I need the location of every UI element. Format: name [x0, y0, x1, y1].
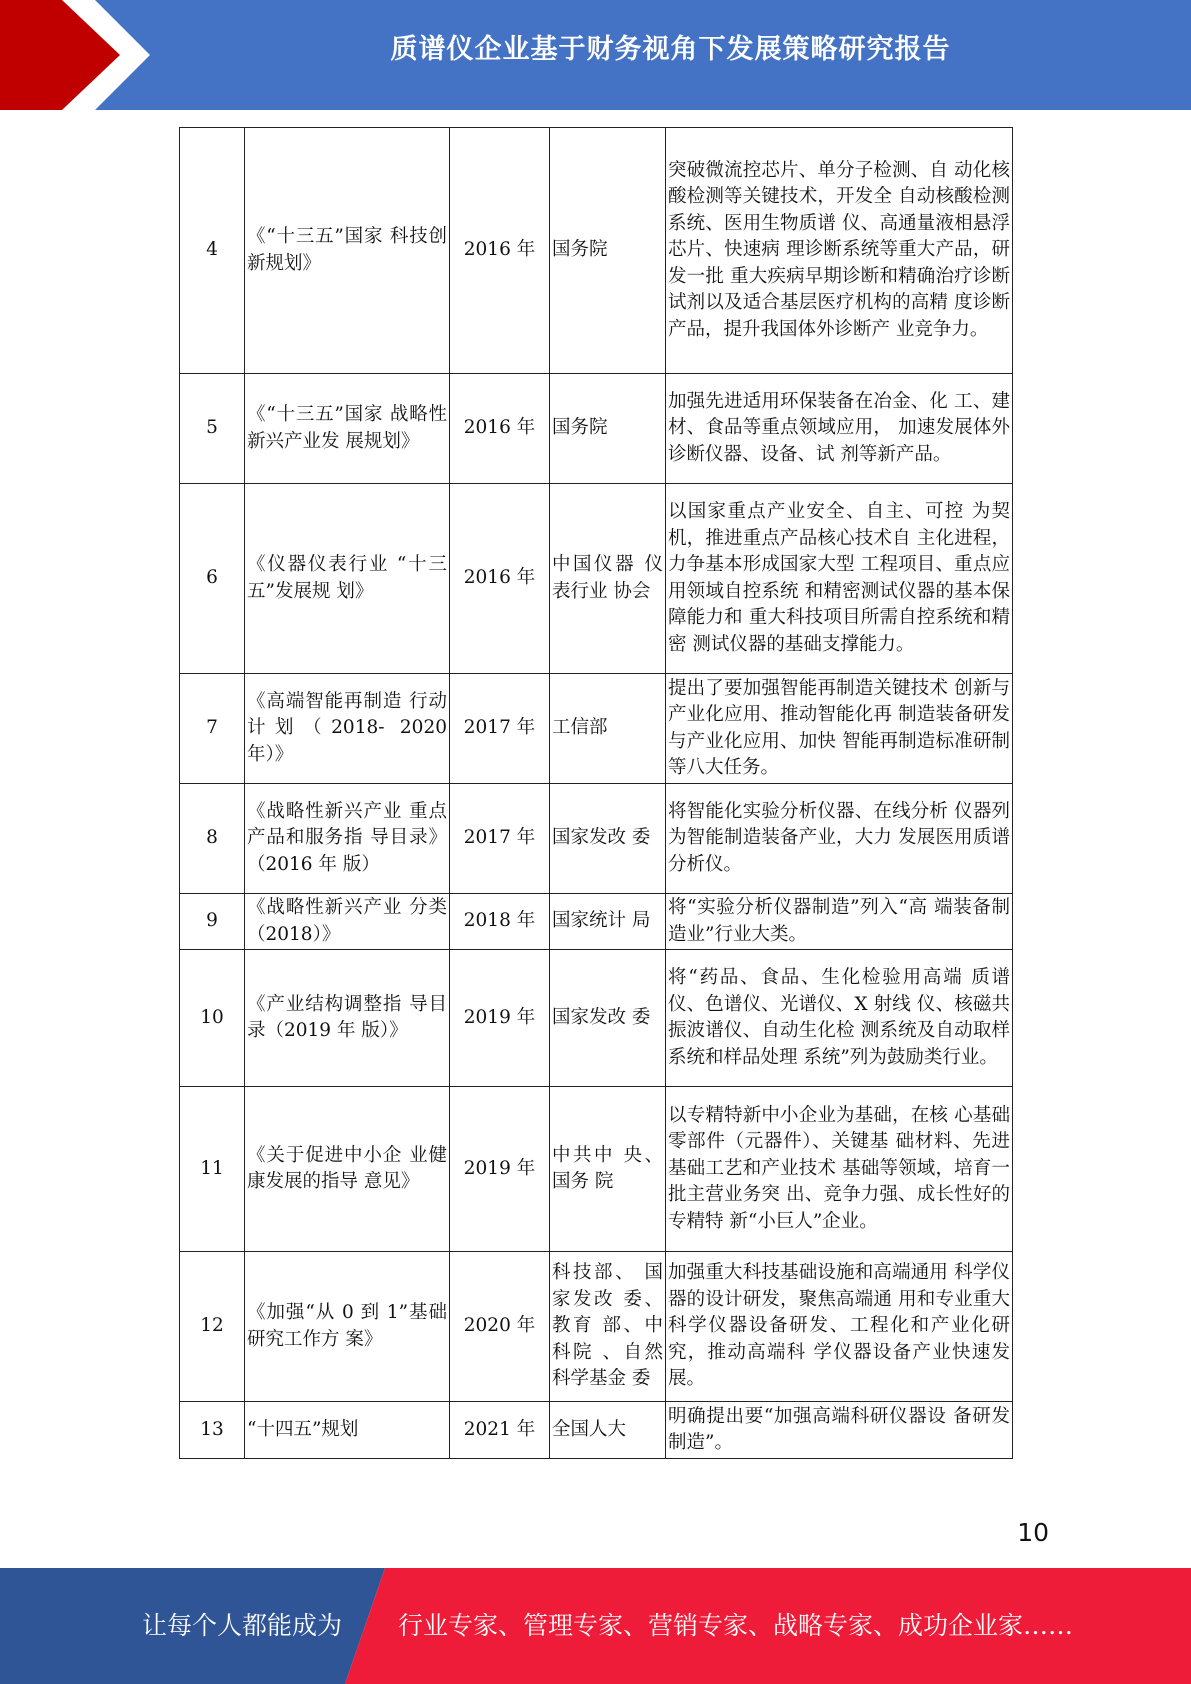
- table-row: [180, 128, 1013, 374]
- policy-document: 《战略性新兴产业 重点产品和服务指 导目录》（2016 年 版）: [245, 784, 450, 894]
- table-row: [180, 1087, 1013, 1252]
- row-number: 10: [180, 950, 245, 1087]
- release-year: 2016 年: [450, 128, 550, 374]
- report-title: 质谱仪企业基于财务视角下发展策略研究报告: [390, 34, 951, 65]
- table-row: [180, 894, 1013, 950]
- policy-document: 《“十三五”国家 科技创新规划》: [245, 128, 450, 374]
- issuing-department: 国家发改 委: [550, 950, 666, 1087]
- policy-document: 《仪器仪表行业 “十三五”发展规 划》: [245, 484, 450, 674]
- policy-content: 以专精特新中小企业为基础，在核 心基础零部件（元器件）、关键基 础材料、先进基础工艺和产业技术 基础等领域，培育一批主营业务突 出、竞争力强、成长性好的专精特 新“小巨人”企业。: [666, 1087, 1013, 1252]
- issuing-department: 科技部、 国家发改 委、教育 部、中科院 、自然科学基金 委: [550, 1252, 666, 1402]
- table-row: [180, 1252, 1013, 1402]
- policy-document: “十四五”规划: [245, 1402, 450, 1459]
- issuing-department: 中国仪器 仪表行业 协会: [550, 484, 666, 674]
- table-row: [180, 784, 1013, 894]
- policy-document: 《关于促进中小企 业健康发展的指导 意见》: [245, 1087, 450, 1252]
- release-year: 2016 年: [450, 374, 550, 484]
- release-year: 2019 年: [450, 1087, 550, 1252]
- policy-document: 《战略性新兴产业 分类（2018）》: [245, 894, 450, 950]
- row-number: 13: [180, 1402, 245, 1459]
- table-row: [180, 374, 1013, 484]
- policy-document: 《加强“从 0 到 1”基础研究工作方 案》: [245, 1252, 450, 1402]
- policy-content: 将“实验分析仪器制造”列入“高 端装备制造业”行业大类。: [666, 894, 1013, 950]
- release-year: 2017 年: [450, 784, 550, 894]
- row-number: 8: [180, 784, 245, 894]
- policy-document: 《高端智能再制造 行动计划（2018- 2020 年）》: [245, 674, 450, 784]
- table-row: [180, 1402, 1013, 1459]
- page-number: 10: [1017, 1518, 1049, 1547]
- release-year: 2016 年: [450, 484, 550, 674]
- footer-slogan-left: 让每个人都能成为: [142, 1611, 343, 1640]
- policy-content: 突破微流控芯片、单分子检测、自 动化核酸检测等关键技术，开发全 自动核酸检测系统、医用生物质谱 仪、高通量液相悬浮芯片、快速病 理诊断系统等重大产品，研发一批 重大疾病早期诊断和精确治疗诊断 试剂以及适合基层医疗机构的高精 度诊断产品，提升我国体外诊断产 业竞争力。: [666, 128, 1013, 374]
- row-number: 12: [180, 1252, 245, 1402]
- release-year: 2020 年: [450, 1252, 550, 1402]
- policy-content: 将“药品、食品、生化检验用高端 质谱仪、色谱仪、光谱仪、X 射线 仪、核磁共振波谱仪、自动生化检 测系统及自动取样系统和样品处理 系统”列为鼓励类行业。: [666, 950, 1013, 1087]
- issuing-department: 国家统计 局: [550, 894, 666, 950]
- table-row: [180, 950, 1013, 1087]
- row-number: 5: [180, 374, 245, 484]
- issuing-department: 工信部: [550, 674, 666, 784]
- release-year: 2017 年: [450, 674, 550, 784]
- issuing-department: 国务院: [550, 128, 666, 374]
- page-header: [0, 0, 1191, 110]
- policy-table: [179, 127, 1013, 1459]
- row-number: 9: [180, 894, 245, 950]
- policy-document: 《“十三五”国家 战略性新兴产业发 展规划》: [245, 374, 450, 484]
- chevron-decoration: [0, 0, 160, 110]
- table-row: [180, 674, 1013, 784]
- policy-content: 明确提出要“加强高端科研仪器设 备研发制造”。: [666, 1402, 1013, 1459]
- policy-content: 将智能化实验分析仪器、在线分析 仪器列为智能制造装备产业，大力 发展医用质谱分析仪。: [666, 784, 1013, 894]
- page-footer: [0, 1568, 1191, 1684]
- table-row: [180, 484, 1013, 674]
- policy-content: 加强重大科技基础设施和高端通用 科学仪器的设计研发，聚焦高端通 用和专业重大科学仪器设备研发、工程化和产业化研究，推动高端科 学仪器设备产业快速发展。: [666, 1252, 1013, 1402]
- release-year: 2018 年: [450, 894, 550, 950]
- policy-content: 以国家重点产业安全、自主、可控 为契机，推进重点产品核心技术自 主化进程，力争基本形成国家大型 工程项目、重点应用领域自控系统 和精密测试仪器的基本保障能力和 重大科技项目所需自控系统和精密 测试仪器的基础支撑能力。: [666, 484, 1013, 674]
- row-number: 4: [180, 128, 245, 374]
- issuing-department: 国务院: [550, 374, 666, 484]
- policy-content: 加强先进适用环保装备在冶金、化 工、建材、食品等重点领域应用， 加速发展体外诊断仪器、设备、试 剂等新产品。: [666, 374, 1013, 484]
- release-year: 2019 年: [450, 950, 550, 1087]
- policy-document: 《产业结构调整指 导目录（2019 年 版）》: [245, 950, 450, 1087]
- policy-content: 提出了要加强智能再制造关键技术 创新与产业化应用、推动智能化再 制造装备研发与产业化应用、加快 智能再制造标准研制等八大任务。: [666, 674, 1013, 784]
- row-number: 6: [180, 484, 245, 674]
- issuing-department: 全国人大: [550, 1402, 666, 1459]
- row-number: 7: [180, 674, 245, 784]
- issuing-department: 国家发改 委: [550, 784, 666, 894]
- issuing-department: 中共中 央、国务 院: [550, 1087, 666, 1252]
- row-number: 11: [180, 1087, 245, 1252]
- release-year: 2021 年: [450, 1402, 550, 1459]
- footer-slogan-right: 行业专家、管理专家、营销专家、战略专家、成功企业家……: [398, 1611, 1074, 1640]
